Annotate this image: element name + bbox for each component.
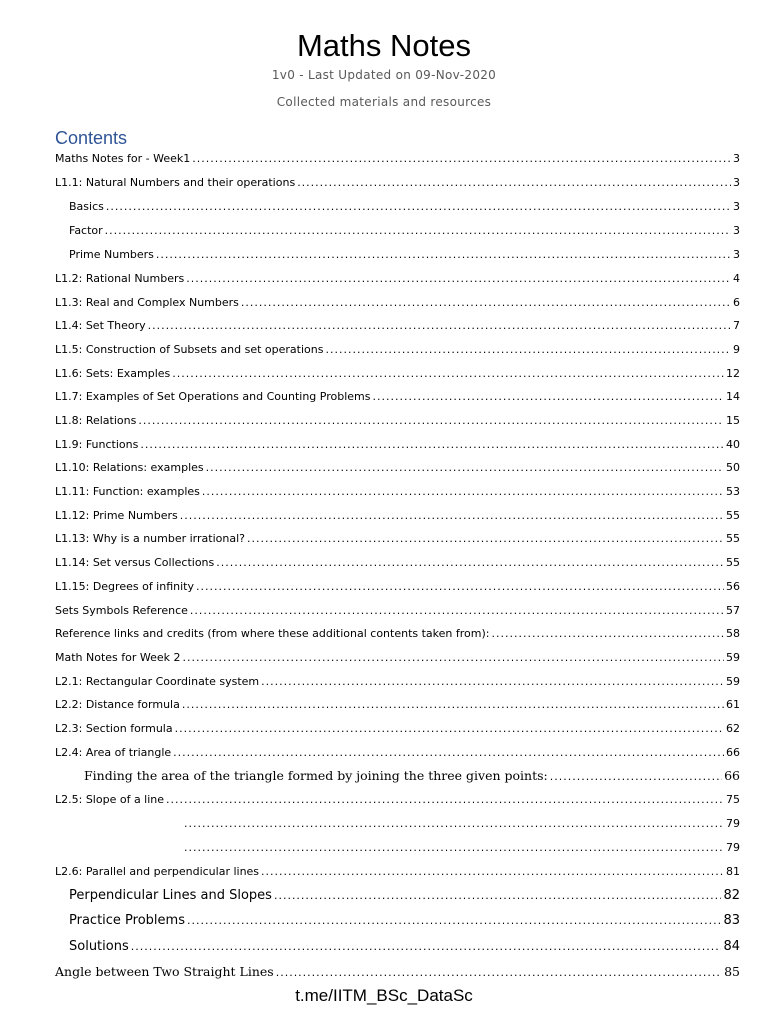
toc-entry[interactable] — [0, 793, 768, 813]
toc-entry-label: L1.2: Rational Numbers — [55, 272, 185, 285]
toc-entry-label: L1.7: Examples of Set Operations and Counting Problems — [55, 390, 371, 403]
toc-entry-page-number: 56 — [726, 580, 740, 593]
toc-entry-page-number: 3 — [733, 248, 740, 261]
toc-entry-page-number: 3 — [733, 200, 740, 213]
toc-leader-dots — [175, 722, 724, 735]
toc-entry[interactable] — [0, 939, 768, 959]
toc-entry-label: Factor — [69, 224, 103, 237]
toc-entry-label: L2.6: Parallel and perpendicular lines — [55, 865, 260, 878]
toc-entry-label: L1.11: Function: examples — [55, 485, 200, 498]
toc-entry-page-number: 79 — [726, 817, 740, 830]
toc-entry[interactable] — [0, 532, 768, 552]
toc-entry-page-number: 81 — [726, 865, 740, 878]
toc-leader-dots — [550, 770, 722, 783]
toc-leader-dots — [148, 319, 731, 332]
toc-leader-dots — [276, 966, 722, 979]
toc-leader-dots — [183, 651, 724, 664]
toc-entry[interactable] — [0, 272, 768, 292]
toc-entry[interactable] — [0, 913, 768, 933]
toc-leader-dots — [206, 461, 724, 474]
toc-entry-page-number: 62 — [726, 722, 740, 735]
toc-entry-label: Sets Symbols Reference — [55, 604, 188, 617]
toc-entry-page-number: 7 — [733, 319, 740, 332]
toc-entry-label: L1.10: Relations: examples — [55, 461, 204, 474]
toc-entry-page-number: 55 — [726, 556, 740, 569]
toc-entry-label: L1.1: Natural Numbers and their operations — [55, 176, 296, 189]
toc-leader-dots — [216, 556, 724, 569]
toc-entry-page-number: 6 — [733, 296, 740, 309]
toc-entry-page-number: 58 — [726, 627, 740, 640]
toc-entry[interactable] — [0, 224, 768, 244]
toc-leader-dots — [131, 940, 722, 953]
toc-entry-label: L1.14: Set versus Collections — [55, 556, 215, 569]
toc-entry-page-number: 55 — [726, 509, 740, 522]
toc-entry-page-number: 59 — [726, 675, 740, 688]
toc-entry-label: L2.5: Slope of a line — [55, 793, 165, 806]
toc-entry-label: Perpendicular Lines and Slopes — [69, 888, 272, 903]
toc-entry-label: L1.6: Sets: Examples — [55, 367, 171, 380]
tagline: Collected materials and resources — [276, 95, 492, 109]
toc-leader-dots — [297, 176, 731, 189]
toc-entry-label: Reference links and credits (from where these additional contents taken from): — [55, 627, 490, 640]
toc-entry-label: L2.1: Rectangular Coordinate system — [55, 675, 260, 688]
toc-leader-dots — [166, 793, 724, 806]
toc-leader-dots — [156, 248, 731, 261]
toc-leader-dots — [192, 152, 731, 165]
toc-leader-dots — [172, 367, 724, 380]
toc-entry-page-number: 50 — [726, 461, 740, 474]
contents-heading: Contents — [55, 128, 128, 148]
toc-entry-label: L1.8: Relations — [55, 414, 137, 427]
toc-leader-dots — [261, 675, 724, 688]
toc-leader-dots — [187, 914, 721, 927]
toc-entry-page-number: 57 — [726, 604, 740, 617]
toc-entry-page-number: 79 — [726, 841, 740, 854]
toc-entry[interactable] — [0, 176, 768, 196]
toc-entry-label: Math Notes for Week 2 — [55, 651, 181, 664]
toc-entry[interactable] — [0, 888, 768, 908]
toc-entry-label: Practice Problems — [69, 913, 185, 928]
toc-leader-dots — [196, 580, 724, 593]
toc-leader-dots — [184, 841, 724, 854]
toc-entry-page-number: 9 — [733, 343, 740, 356]
toc-entry[interactable] — [0, 865, 768, 885]
toc-leader-dots — [241, 296, 731, 309]
toc-entry-page-number: 83 — [723, 913, 740, 928]
toc-entry[interactable] — [0, 746, 768, 766]
toc-entry-page-number: 61 — [726, 698, 740, 711]
toc-entry[interactable] — [0, 200, 768, 220]
toc-entry-label: L1.3: Real and Complex Numbers — [55, 296, 239, 309]
toc-entry-page-number: 53 — [726, 485, 740, 498]
toc-entry-page-number: 75 — [726, 793, 740, 806]
toc-entry[interactable] — [0, 461, 768, 481]
toc-entry[interactable] — [0, 580, 768, 600]
toc-leader-dots — [247, 532, 724, 545]
toc-entry-label: L1.9: Functions — [55, 438, 139, 451]
toc-entry[interactable] — [0, 627, 768, 647]
toc-entry-label: L2.2: Distance formula — [55, 698, 180, 711]
toc-entry[interactable] — [0, 556, 768, 576]
toc-entry[interactable] — [0, 722, 768, 742]
toc-entry-page-number: 66 — [724, 768, 740, 783]
toc-leader-dots — [138, 414, 724, 427]
toc-entry-label: L1.15: Degrees of infinity — [55, 580, 194, 593]
toc-entry-label: Maths Notes for - Week1 — [55, 152, 191, 165]
toc-entry[interactable] — [0, 817, 768, 837]
toc-entry-label: L1.13: Why is a number irrational? — [55, 532, 245, 545]
toc-entry-page-number: 3 — [733, 176, 740, 189]
toc-entry[interactable] — [0, 343, 768, 363]
toc-entry-label: L2.4: Area of triangle — [55, 746, 172, 759]
toc-leader-dots — [274, 889, 722, 902]
toc-entry[interactable] — [0, 296, 768, 316]
toc-entry[interactable] — [0, 485, 768, 505]
toc-entry[interactable] — [0, 698, 768, 718]
toc-leader-dots — [372, 390, 724, 403]
toc-entry-page-number: 59 — [726, 651, 740, 664]
toc-entry[interactable] — [0, 675, 768, 695]
toc-leader-dots — [325, 343, 731, 356]
toc-leader-dots — [202, 485, 724, 498]
toc-entry-page-number: 15 — [726, 414, 740, 427]
toc-entry-page-number: 12 — [726, 367, 740, 380]
toc-entry[interactable] — [0, 390, 768, 410]
toc-entry-label: Finding the area of the triangle formed by joining the three given points: — [84, 768, 548, 783]
toc-entry-label: L2.3: Section formula — [55, 722, 173, 735]
toc-leader-dots — [261, 865, 724, 878]
toc-entry[interactable] — [0, 367, 768, 387]
toc-entry-label: Angle between Two Straight Lines — [55, 964, 274, 979]
toc-entry-label: Prime Numbers — [69, 248, 154, 261]
toc-leader-dots — [184, 817, 724, 830]
toc-entry-page-number: 66 — [726, 746, 740, 759]
toc-entry-page-number: 4 — [733, 272, 740, 285]
toc-entry[interactable] — [0, 152, 768, 172]
toc-leader-dots — [140, 438, 724, 451]
toc-entry[interactable] — [0, 319, 768, 339]
toc-leader-dots — [180, 509, 724, 522]
toc-entry[interactable] — [0, 651, 768, 671]
document-title: Maths Notes — [296, 28, 471, 63]
toc-entry[interactable] — [0, 509, 768, 529]
toc-entry[interactable] — [0, 841, 768, 861]
toc-entry-label: Basics — [69, 200, 104, 213]
toc-entry-page-number: 85 — [724, 964, 740, 979]
footer-link[interactable]: t.me/IITM_BSc_DataSc — [295, 986, 473, 1005]
toc-entry[interactable] — [0, 414, 768, 434]
toc-entry-page-number: 40 — [726, 438, 740, 451]
toc-entry-label: L1.4: Set Theory — [55, 319, 146, 332]
toc-entry[interactable] — [0, 438, 768, 458]
toc-entry-page-number: 55 — [726, 532, 740, 545]
toc-entry-page-number: 14 — [726, 390, 740, 403]
toc-entry-label: L1.5: Construction of Subsets and set operations — [55, 343, 324, 356]
toc-leader-dots — [106, 200, 731, 213]
toc-entry[interactable] — [0, 964, 768, 984]
version-line: 1v0 - Last Updated on 09-Nov-2020 — [271, 68, 497, 82]
toc-entry-label: L1.12: Prime Numbers — [55, 509, 178, 522]
toc-entry-page-number: 84 — [723, 939, 740, 954]
toc-entry-label: Solutions — [69, 939, 129, 954]
toc-entry[interactable] — [0, 248, 768, 268]
toc-entry[interactable] — [0, 604, 768, 624]
toc-leader-dots — [173, 746, 724, 759]
toc-leader-dots — [105, 224, 731, 237]
toc-leader-dots — [491, 627, 724, 640]
toc-entry-page-number: 3 — [733, 224, 740, 237]
toc-entry-page-number: 82 — [723, 888, 740, 903]
toc-entry[interactable] — [0, 768, 768, 788]
toc-leader-dots — [182, 698, 724, 711]
toc-leader-dots — [186, 272, 731, 285]
toc-leader-dots — [190, 604, 724, 617]
toc-entry-page-number: 3 — [733, 152, 740, 165]
